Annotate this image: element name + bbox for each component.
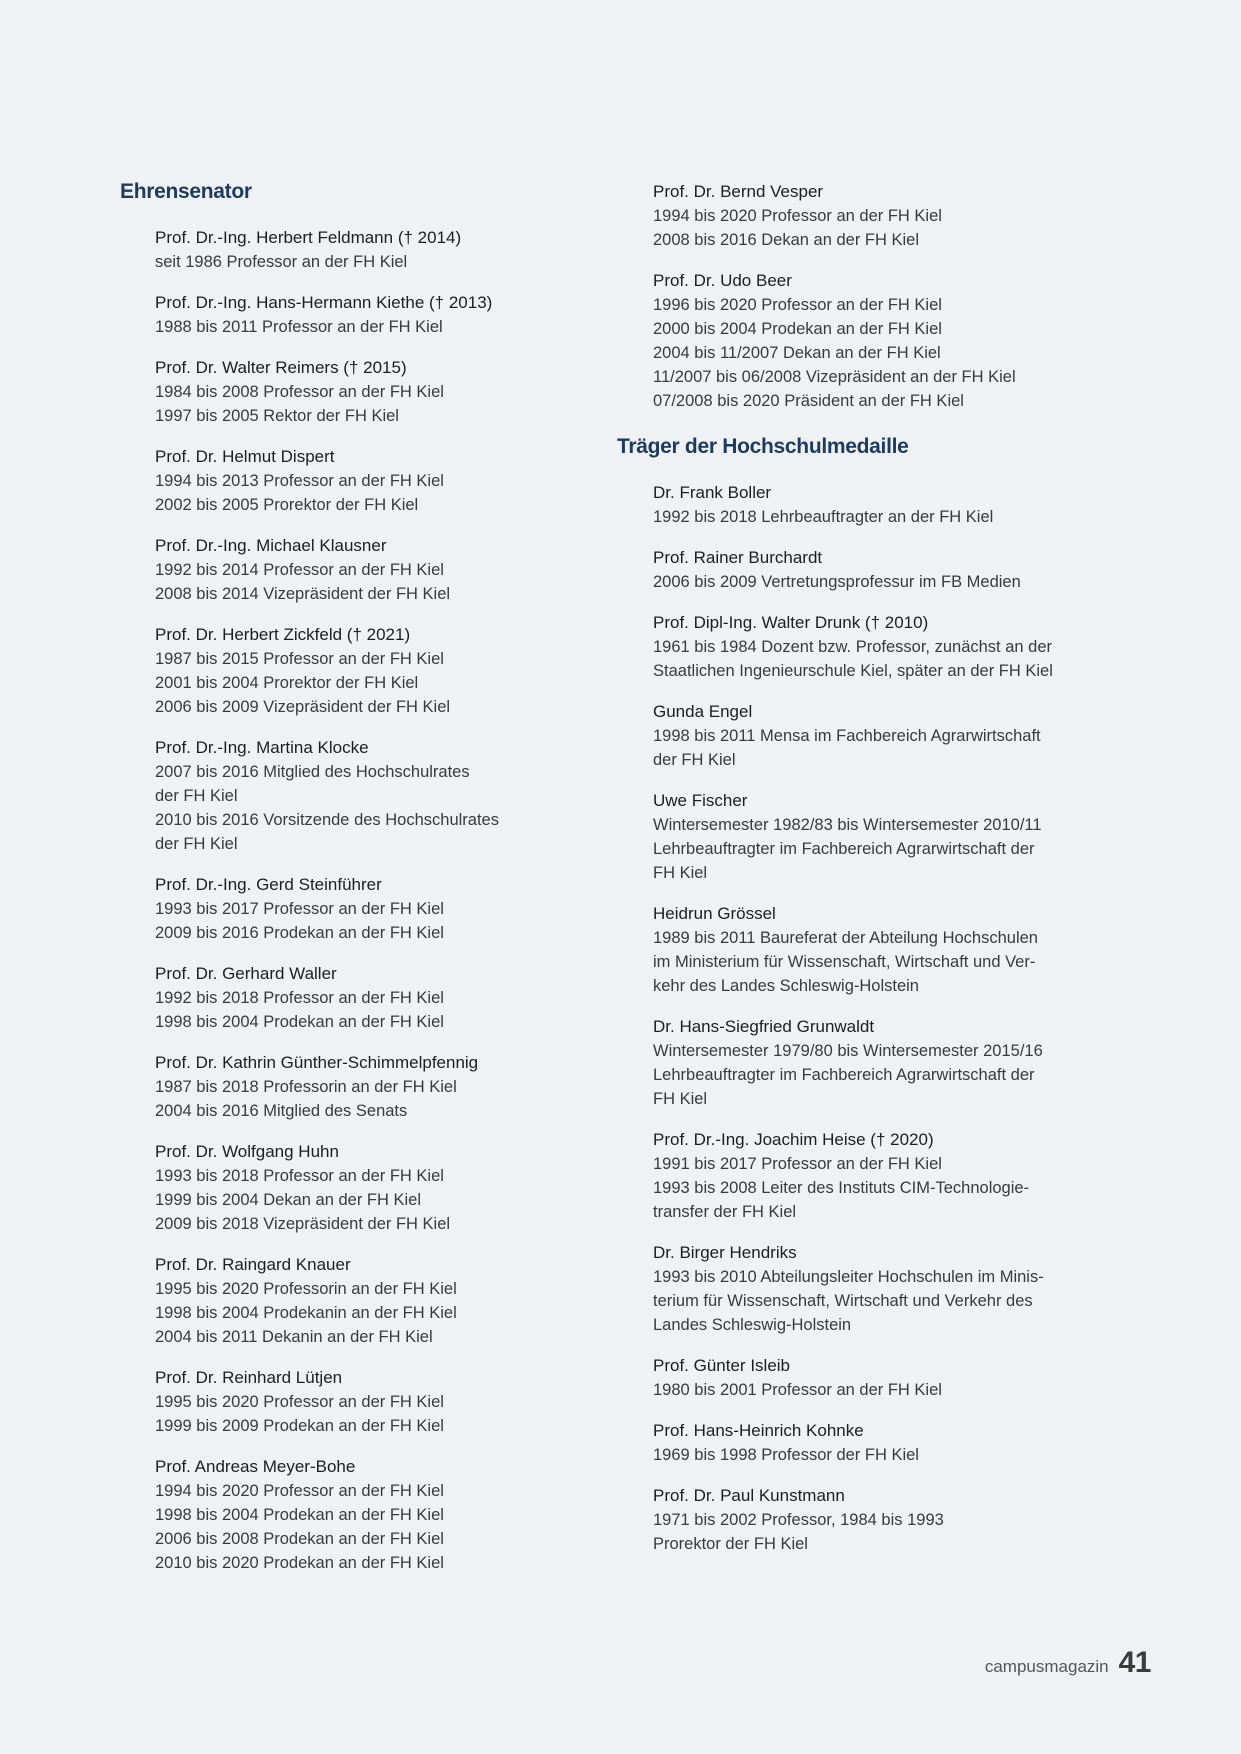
career-line: 1984 bis 2008 Professor an der FH Kiel: [155, 383, 444, 401]
death-note: († 2015): [338, 358, 407, 377]
career-line: 1969 bis 1998 Professor der FH Kiel: [653, 1446, 919, 1464]
person-name: [155, 1253, 560, 1277]
career-line: Wintersemester 1979/80 bis Wintersemester 2015/16: [653, 1042, 1043, 1060]
person-name: [653, 1015, 1137, 1039]
career-line: 2006 bis 2008 Prodekan an der FH Kiel: [155, 1530, 444, 1548]
person-name-text: Prof. Dr. Walter Reimers: [155, 358, 339, 377]
list-item: [653, 1015, 1137, 1111]
career-line: 1994 bis 2020 Professor an der FH Kiel: [653, 207, 942, 225]
death-note: († 2020): [865, 1130, 934, 1149]
person-name-text: Prof. Dr. Wolfgang Huhn: [155, 1142, 339, 1161]
person-name: [653, 902, 1137, 926]
career-line: der FH Kiel: [653, 751, 736, 769]
career-line: 2009 bis 2018 Vizepräsident der FH Kiel: [155, 1215, 451, 1233]
person-name: [653, 1354, 1137, 1378]
career-line: Staatlichen Ingenieurschule Kiel, später an der FH Kiel: [653, 662, 1053, 680]
section-heading-hochschulmedaille: Träger der Hochschulmedaille: [617, 435, 909, 458]
person-name-text: Prof. Dr. Helmut Dispert: [155, 447, 335, 466]
career-line: 1989 bis 2011 Baureferat der Abteilung Hochschulen: [653, 929, 1038, 947]
career-line: im Ministerium für Wissenschaft, Wirtschaft und Ver-: [653, 953, 1036, 971]
career-line: 2010 bis 2016 Vorsitzende des Hochschulrates: [155, 811, 499, 829]
career-line: 2008 bis 2016 Dekan an der FH Kiel: [653, 231, 919, 249]
person-name: [155, 736, 560, 760]
person-name: [155, 226, 560, 250]
person-name: [155, 1366, 560, 1390]
ehrensenator-list: [120, 226, 560, 1575]
person-name: [653, 546, 1137, 570]
person-name-text: Prof. Dr. Udo Beer: [653, 271, 792, 290]
list-item: [653, 1241, 1137, 1337]
career-line: Wintersemester 1982/83 bis Wintersemester 2010/11: [653, 816, 1042, 834]
career-line: 1992 bis 2018 Professor an der FH Kiel: [155, 989, 444, 1007]
list-item: [155, 356, 560, 428]
person-name: [653, 481, 1137, 505]
list-item: [155, 1253, 560, 1349]
person-name-text: Uwe Fischer: [653, 791, 748, 810]
person-name-text: Prof. Dr.-Ing. Herbert Feldmann: [155, 228, 394, 247]
person-name-text: Prof. Dr. Gerhard Waller: [155, 964, 337, 983]
career-line: 1993 bis 2018 Professor an der FH Kiel: [155, 1167, 444, 1185]
career-line: der FH Kiel: [155, 835, 238, 853]
list-item: [155, 445, 560, 517]
list-item: [653, 546, 1137, 594]
person-name: [653, 1484, 1137, 1508]
person-name-text: Dr. Hans-Siegfried Grunwaldt: [653, 1017, 875, 1036]
career-line: 1994 bis 2020 Professor an der FH Kiel: [155, 1482, 444, 1500]
list-item: [653, 481, 1137, 529]
list-item: [653, 1354, 1137, 1402]
career-line: 1987 bis 2015 Professor an der FH Kiel: [155, 650, 444, 668]
person-name: [155, 534, 560, 558]
person-name: [653, 1419, 1137, 1443]
career-line: 1994 bis 2013 Professor an der FH Kiel: [155, 472, 444, 490]
person-name: [653, 269, 1137, 293]
person-name-text: Prof. Dr. Paul Kunstmann: [653, 1486, 845, 1505]
person-name-text: Prof. Dipl-Ing. Walter Drunk († 2010): [653, 613, 929, 632]
list-item: [155, 1051, 560, 1123]
list-item: [155, 736, 560, 856]
death-note: († 2013): [424, 293, 493, 312]
list-item: [653, 180, 1137, 252]
list-item: [653, 611, 1137, 683]
person-name-text: Prof. Andreas Meyer-Bohe: [155, 1457, 356, 1476]
person-name: [653, 1241, 1137, 1265]
person-name: [653, 789, 1137, 813]
career-line: 1996 bis 2020 Professor an der FH Kiel: [653, 296, 942, 314]
page-number: 41: [1118, 1646, 1151, 1679]
page-footer: [985, 1646, 1151, 1680]
career-line: 1993 bis 2010 Abteilungsleiter Hochschulen im Minis-: [653, 1268, 1044, 1286]
career-line: Prorektor der FH Kiel: [653, 1535, 808, 1553]
career-line: 2009 bis 2016 Prodekan an der FH Kiel: [155, 924, 444, 942]
person-name-text: Prof. Dr.-Ing. Martina Klocke: [155, 738, 369, 757]
person-name-text: Prof. Dr. Reinhard Lütjen: [155, 1368, 343, 1387]
person-name-text: Prof. Dr. Raingard Knauer: [155, 1255, 351, 1274]
list-item: [653, 269, 1137, 413]
list-item: [155, 291, 560, 339]
career-line: 2004 bis 11/2007 Dekan an der FH Kiel: [653, 344, 941, 362]
list-item: [155, 1366, 560, 1438]
career-line: FH Kiel: [653, 864, 708, 882]
career-line: FH Kiel: [653, 1090, 708, 1108]
person-name-text: Dr. Birger Hendriks: [653, 1243, 797, 1262]
person-name-text: Prof. Dr.-Ing. Joachim Heise: [653, 1130, 866, 1149]
career-line: 1998 bis 2011 Mensa im Fachbereich Agrarwirtschaft: [653, 727, 1041, 745]
career-line: 1992 bis 2018 Lehrbeauftragter an der FH Kiel: [653, 508, 994, 526]
left-column: [120, 178, 560, 1592]
list-item: [653, 700, 1137, 772]
career-line: 2002 bis 2005 Prorektor der FH Kiel: [155, 496, 419, 514]
career-line: 1995 bis 2020 Professorin an der FH Kiel: [155, 1280, 457, 1298]
person-name: [155, 623, 560, 647]
list-item: [155, 962, 560, 1034]
career-line: 1987 bis 2018 Professorin an der FH Kiel: [155, 1078, 457, 1096]
career-line: 1999 bis 2004 Dekan an der FH Kiel: [155, 1191, 421, 1209]
right-column: [617, 180, 1137, 1573]
person-name-text: Heidrun Grössel: [653, 904, 776, 923]
career-line: 1961 bis 1984 Dozent bzw. Professor, zunächst an der: [653, 638, 1052, 656]
person-name: [155, 962, 560, 986]
list-item: [155, 1140, 560, 1236]
person-name: [155, 291, 560, 315]
career-line: 11/2007 bis 06/2008 Vizepräsident an der FH Kiel: [653, 368, 1016, 386]
career-line: 1998 bis 2004 Prodekan an der FH Kiel: [155, 1013, 444, 1031]
career-line: der FH Kiel: [155, 787, 238, 805]
person-name-text: Prof. Hans-Heinrich Kohnke: [653, 1421, 864, 1440]
person-name: [653, 180, 1137, 204]
career-line: Lehrbeauftragter im Fachbereich Agrarwirtschaft der: [653, 840, 1035, 858]
person-name-text: Prof. Dr.-Ing. Michael Klausner: [155, 536, 387, 555]
career-line: 2010 bis 2020 Prodekan an der FH Kiel: [155, 1554, 444, 1572]
person-name-text: Prof. Dr.-Ing. Gerd Steinführer: [155, 875, 382, 894]
list-item: [653, 902, 1137, 998]
person-name-text: Gunda Engel: [653, 702, 753, 721]
career-line: 1971 bis 2002 Professor, 1984 bis 1993: [653, 1511, 944, 1529]
career-line: 1998 bis 2004 Prodekan an der FH Kiel: [155, 1506, 444, 1524]
list-item: [653, 1484, 1137, 1556]
career-line: 1997 bis 2005 Rektor der FH Kiel: [155, 407, 399, 425]
career-line: seit 1986 Professor an der FH Kiel: [155, 253, 408, 271]
career-line: 1995 bis 2020 Professor an der FH Kiel: [155, 1393, 444, 1411]
person-name-text: Prof. Dr. Kathrin Günther-Schimmelpfennig: [155, 1053, 479, 1072]
career-line: 1999 bis 2009 Prodekan an der FH Kiel: [155, 1417, 444, 1435]
person-name: [155, 1140, 560, 1164]
magazine-name: campusmagazin: [984, 1657, 1109, 1676]
list-item: [155, 534, 560, 606]
career-line: 1991 bis 2017 Professor an der FH Kiel: [653, 1155, 942, 1173]
list-item: [653, 789, 1137, 885]
career-line: 1988 bis 2011 Professor an der FH Kiel: [155, 318, 443, 336]
career-line: terium für Wissenschaft, Wirtschaft und Verkehr des: [653, 1292, 1033, 1310]
ehrensenator-list-continued: [617, 180, 1137, 413]
person-name-text: Prof. Rainer Burchardt: [653, 548, 823, 567]
career-line: Lehrbeauftragter im Fachbereich Agrarwirtschaft der: [653, 1066, 1035, 1084]
hochschulmedaille-list: [617, 481, 1137, 1556]
section-heading-ehrensenator: Ehrensenator: [120, 180, 252, 203]
person-name-text: Prof. Dr. Bernd Vesper: [653, 182, 824, 201]
career-line: 2006 bis 2009 Vizepräsident der FH Kiel: [155, 698, 451, 716]
list-item: [653, 1419, 1137, 1467]
person-name: [653, 700, 1137, 724]
career-line: 2006 bis 2009 Vertretungsprofessur im FB Medien: [653, 573, 1021, 591]
list-item: [155, 226, 560, 274]
death-note: († 2014): [393, 228, 462, 247]
person-name-text: Prof. Dr.-Ing. Hans-Hermann Kiethe: [155, 293, 425, 312]
person-name: [155, 356, 560, 380]
career-line: 2008 bis 2014 Vizepräsident der FH Kiel: [155, 585, 451, 603]
person-name: [155, 1455, 560, 1479]
career-line: Landes Schleswig-Holstein: [653, 1316, 852, 1334]
career-line: 1993 bis 2008 Leiter des Instituts CIM-Technologie-: [653, 1179, 1030, 1197]
list-item: [155, 873, 560, 945]
career-line: transfer der FH Kiel: [653, 1203, 797, 1221]
career-line: 1992 bis 2014 Professor an der FH Kiel: [155, 561, 444, 579]
person-name: [653, 1128, 1137, 1152]
career-line: 2000 bis 2004 Prodekan an der FH Kiel: [653, 320, 942, 338]
person-name-text: Prof. Dr. Herbert Zickfeld: [155, 625, 343, 644]
career-line: 1993 bis 2017 Professor an der FH Kiel: [155, 900, 444, 918]
person-name: [155, 873, 560, 897]
career-line: 2004 bis 2011 Dekanin an der FH Kiel: [155, 1328, 433, 1346]
list-item: [155, 1455, 560, 1575]
career-line: 2001 bis 2004 Prorektor der FH Kiel: [155, 674, 419, 692]
list-item: [155, 623, 560, 719]
career-line: 2004 bis 2016 Mitglied des Senats: [155, 1102, 408, 1120]
person-name: [155, 445, 560, 469]
career-line: 2007 bis 2016 Mitglied des Hochschulrates: [155, 763, 470, 781]
career-line: 07/2008 bis 2020 Präsident an der FH Kiel: [653, 392, 964, 410]
person-name: [155, 1051, 560, 1075]
death-note: († 2021): [342, 625, 411, 644]
career-line: 1980 bis 2001 Professor an der FH Kiel: [653, 1381, 942, 1399]
person-name-text: Prof. Günter Isleib: [653, 1356, 791, 1375]
career-line: 1998 bis 2004 Prodekanin an der FH Kiel: [155, 1304, 457, 1322]
person-name-text: Dr. Frank Boller: [653, 483, 772, 502]
career-line: kehr des Landes Schleswig-Holstein: [653, 977, 919, 995]
list-item: [653, 1128, 1137, 1224]
person-name: [653, 611, 1137, 635]
